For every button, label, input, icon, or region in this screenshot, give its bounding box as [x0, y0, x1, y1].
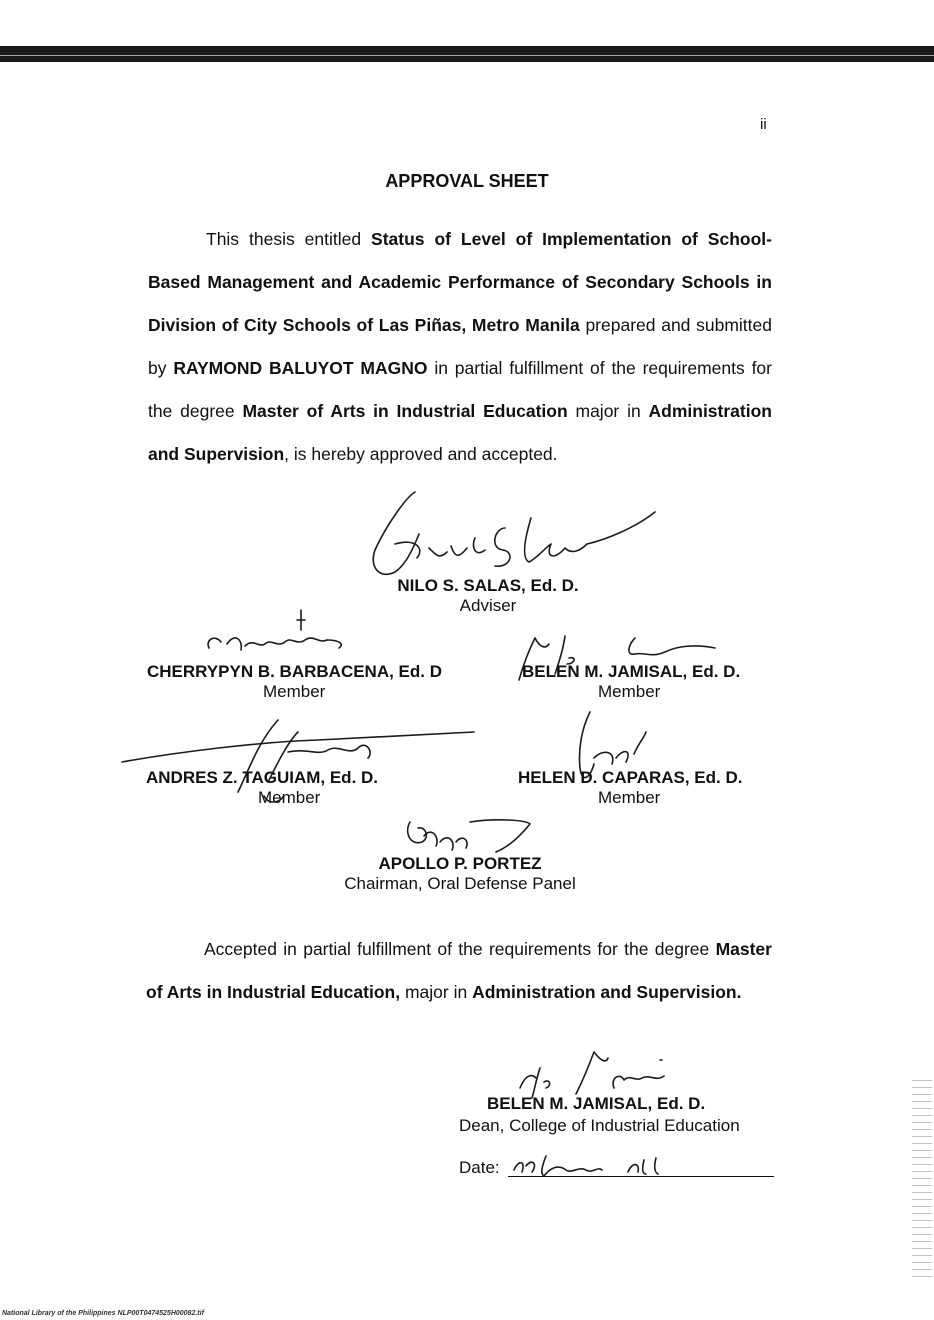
chairman-name: APOLLO P. PORTEZ	[378, 854, 542, 873]
adviser-name: NILO S. SALAS, Ed. D.	[397, 576, 579, 595]
member-1-block	[147, 662, 442, 702]
date-label: Date:	[459, 1158, 500, 1177]
adviser-block	[388, 576, 588, 616]
approval-paragraph	[148, 218, 772, 476]
acceptance-major: Administration and Supervision.	[472, 982, 742, 1002]
member-2-name: BELEN M. JAMISAL, Ed. D.	[522, 662, 741, 681]
adviser-role: Adviser	[459, 596, 517, 615]
member-3-role: Member	[258, 788, 321, 807]
member-1-signature	[205, 610, 355, 670]
adviser-signature	[355, 488, 655, 588]
member-2-block	[522, 662, 740, 702]
member-4-role: Member	[598, 788, 661, 807]
acceptance-paragraph	[146, 928, 772, 1014]
date-line	[508, 1176, 774, 1177]
chairman-block	[320, 854, 600, 894]
acceptance-intro: Accepted in partial fulfillment of the requirements for the degree	[204, 939, 710, 959]
scan-footer: National Library of the Philippines NLP00T0474525H00082.tif	[2, 1310, 204, 1317]
major-name: Administration and Supervision	[148, 401, 772, 464]
thesis-title: Status of Level of Implementation of School-Based Management and Academic Performance of Secondary Schools in Division of City Schools of Las Piñas, Metro Manila	[148, 229, 772, 335]
member-4-block	[518, 768, 742, 808]
member-3-name: ANDRES Z. TAGUIAM, Ed. D.	[146, 768, 379, 787]
page-number: ii	[760, 116, 767, 133]
dean-role: Dean, College of Industrial Education	[459, 1116, 740, 1135]
chairman-role: Chairman, Oral Defense Panel	[344, 874, 576, 893]
closing-text: , is hereby approved and accepted.	[284, 444, 558, 464]
scan-edge-noise	[912, 1080, 932, 1280]
dean-name: BELEN M. JAMISAL, Ed. D.	[487, 1094, 706, 1113]
intro-text: This thesis entitled	[206, 229, 362, 249]
prepared-by-text: prepared and submitted by	[148, 315, 772, 378]
author-name: RAYMOND BALUYOT MAGNO	[173, 358, 428, 378]
member-1-name: CHERRYPYN B. BARBACENA, Ed. D	[147, 662, 443, 681]
fulfillment-text: in partial fulfillment of the requirements for the degree	[148, 358, 772, 421]
acceptance-degree: Master of Arts in Industrial Education,	[146, 939, 772, 1002]
member-2-role: Member	[598, 682, 661, 701]
member-3-block	[146, 768, 378, 808]
member-1-role: Member	[263, 682, 326, 701]
acceptance-major-text: major in	[404, 982, 468, 1002]
page-title: APPROVAL SHEET	[385, 171, 549, 191]
major-text: major in	[575, 401, 641, 421]
member-4-name: HELEN D. CAPARAS, Ed. D.	[518, 768, 743, 787]
degree-name: Master of Arts in Industrial Education	[242, 401, 568, 421]
scan-top-border	[0, 46, 934, 62]
